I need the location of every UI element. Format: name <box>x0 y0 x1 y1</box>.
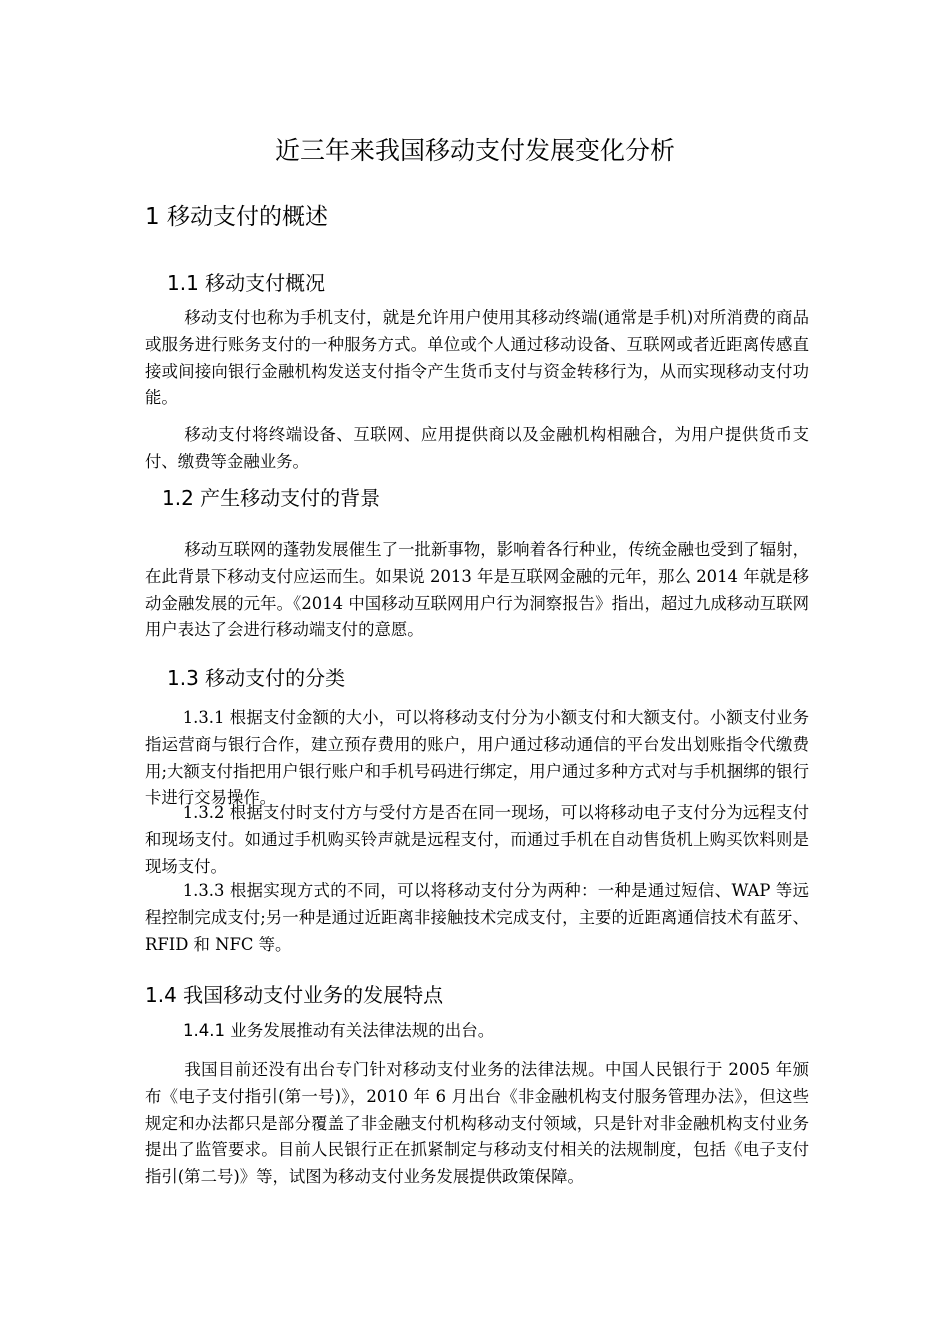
paragraph-1-2: 移动互联网的蓬勃发展催生了一批新事物，影响着各行种业，传统金融也受到了辐射，在此背景下移动支付应运而生。如果说 2013 年是互联网金融的元年，那么 2014 年就是移动金融发展的元年。《2014 中国移动互联网用户行为洞察报告》指出，超过九成移动互联网用户表达了会进行移动端支付的意愿。 <box>145 540 809 640</box>
paragraph-1-3-1: 1.3.1 根据支付金额的大小，可以将移动支付分为小额支付和大额支付。小额支付业务指运营商与银行合作，建立预存费用的账户，用户通过移动通信的平台发出划账指令代缴费用;大额支付指把用户银行账户和手机号码进行绑定，用户通过多种方式对与手机捆绑的银行卡进行交易操作。 <box>145 708 809 808</box>
section-heading-1: 1 移动支付的概述 <box>145 204 328 230</box>
section-heading-1-1: 1.1 移动支付概况 <box>167 271 326 295</box>
paragraph-1-1-b: 移动支付将终端设备、互联网、应用提供商以及金融机构相融合，为用户提供货币支付、缴费等金融业务。 <box>145 425 809 471</box>
paragraph-1-4-1: 我国目前还没有出台专门针对移动支付业务的法律法规。中国人民银行于 2005 年颁布《电子支付指引(第一号)》，2010 年 6 月出台《非金融机构支付服务管理办法》，但这些规定和办法都只是部分覆盖了非金融支付机构移动支付领域，只是针对非金融机构支付业务提出了监管要求。目前人民银行正在抓紧制定与移动支付相关的法规制度，包括《电子支付指引(第二号)》等，试图为移动支付业务发展提供政策保障。 <box>145 1060 809 1187</box>
section-heading-1-3: 1.3 移动支付的分类 <box>167 666 346 690</box>
paragraph-1-3-3: 1.3.3 根据实现方式的不同，可以将移动支付分为两种：一种是通过短信、WAP 等远程控制完成支付;另一种是通过近距离非接触技术完成支付，主要的近距离通信技术有蓝牙、RFID 和 NFC 等。 <box>145 881 809 954</box>
paragraph-1-1-a: 移动支付也称为手机支付，就是允许用户使用其移动终端(通常是手机)对所消费的商品或服务进行账务支付的一种服务方式。单位或个人通过移动设备、互联网或者近距离传感直接或间接向银行金融机构发送支付指令产生货币支付与资金转移行为，从而实现移动支付功能。 <box>145 308 809 408</box>
section-heading-1-2: 1.2 产生移动支付的背景 <box>162 486 381 510</box>
section-heading-1-4: 1.4 我国移动支付业务的发展特点 <box>145 983 444 1007</box>
document-title: 近三年来我国移动支付发展变化分析 <box>274 136 675 165</box>
paragraph-1-3-2: 1.3.2 根据支付时支付方与受付方是否在同一现场，可以将移动电子支付分为远程支付和现场支付。如通过手机购买铃声就是远程支付，而通过手机在自动售货机上购买饮料则是现场支付。 <box>145 803 809 876</box>
section-heading-1-4-1: 1.4.1 业务发展推动有关法律法规的出台。 <box>183 1021 495 1040</box>
